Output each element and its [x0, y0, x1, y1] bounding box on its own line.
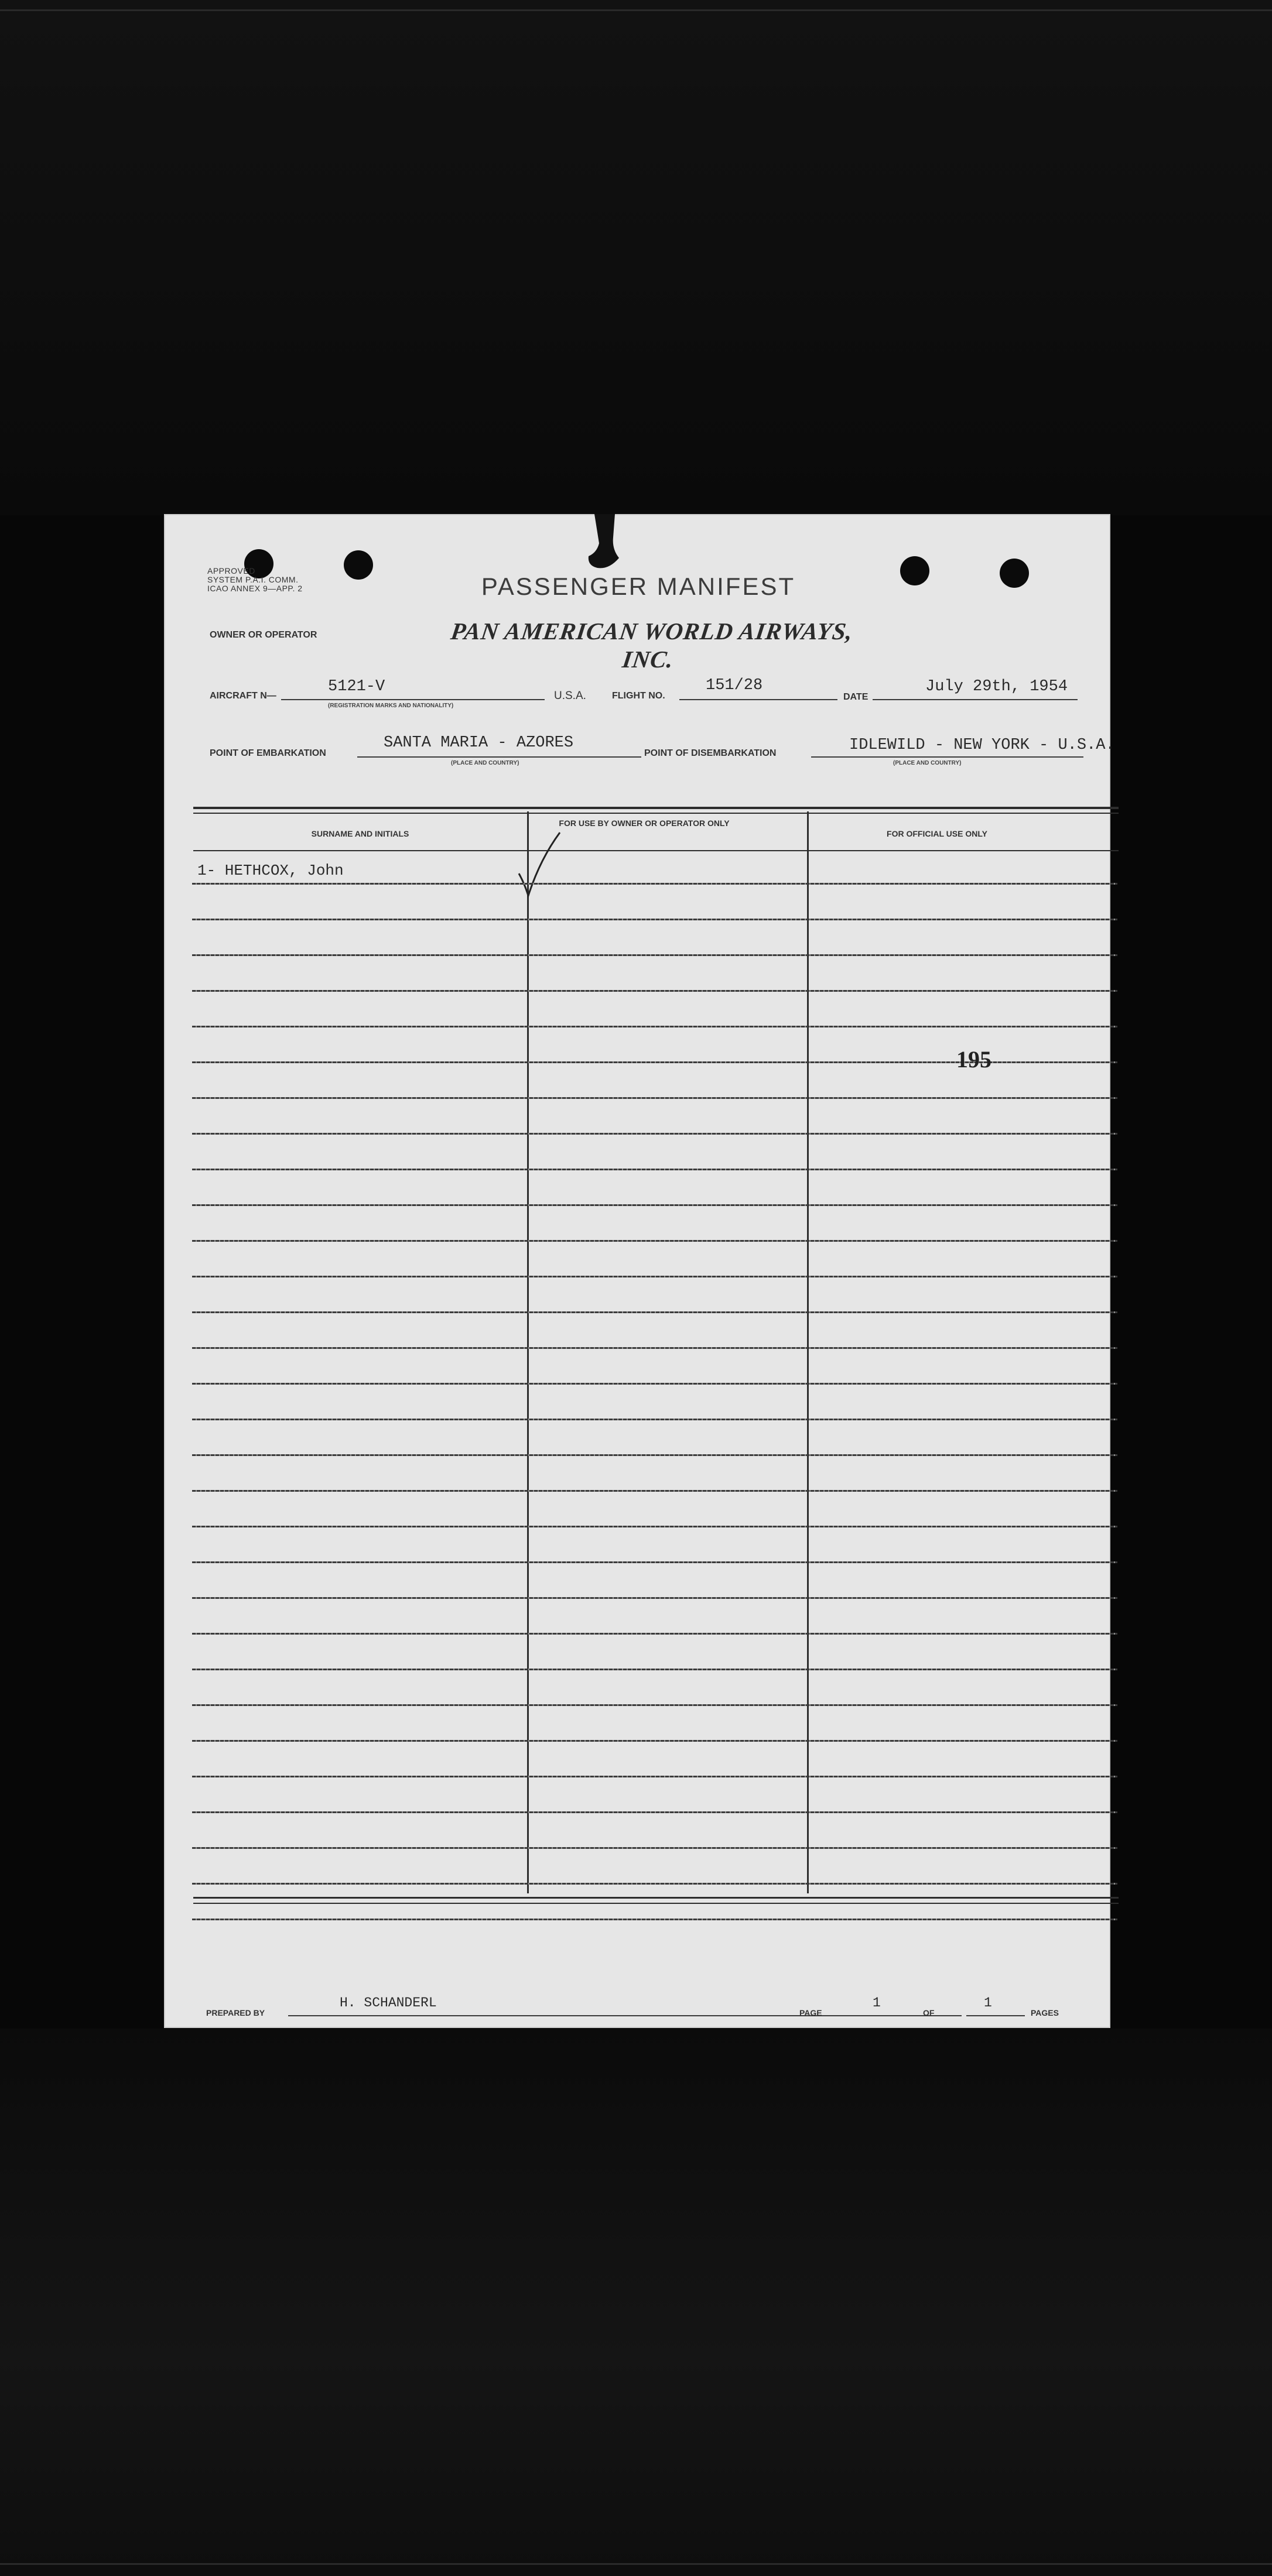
table-row-line [192, 1097, 1117, 1099]
punch-hole-icon [344, 550, 373, 580]
checkmark-icon [515, 830, 562, 900]
table-row-line [192, 1026, 1117, 1027]
punch-hole-icon [1000, 559, 1029, 588]
disembarkation-value: IDLEWILD - NEW YORK - U.S.A. [849, 737, 1115, 754]
table-row-line [192, 1169, 1117, 1170]
of-value: 1 [984, 1995, 992, 2010]
approval-line: SYSTEM P.A.I. COMM. [207, 575, 299, 584]
aircraft-label: AIRCRAFT N— [210, 691, 276, 701]
disembarkation-label: POINT OF DISEMBARKATION [644, 748, 777, 758]
aircraft-underline [281, 699, 545, 700]
table-row-line [192, 1240, 1117, 1242]
table-row-line [192, 1847, 1117, 1849]
table-row-line [192, 1597, 1117, 1599]
column-header-official-use: FOR OFFICIAL USE ONLY [887, 829, 987, 838]
table-row-line [192, 954, 1117, 956]
table-bottom-rule [193, 1897, 1119, 1899]
approval-line: APPROVED [207, 566, 255, 576]
flight-label: FLIGHT NO. [612, 691, 665, 701]
table-row-line [192, 1633, 1117, 1635]
date-value: July 29th, 1954 [925, 678, 1068, 696]
table-row-line [192, 1311, 1117, 1313]
owner-label: OWNER OR OPERATOR [210, 630, 317, 640]
aircraft-value: 5121-V [328, 678, 385, 696]
table-row-line [192, 1383, 1117, 1385]
embarkation-caption: (PLACE AND COUNTRY) [451, 760, 519, 766]
country-label: U.S.A. [554, 690, 586, 702]
embarkation-underline [357, 756, 641, 758]
date-underline [873, 699, 1078, 700]
page-value: 1 [873, 1995, 881, 2010]
prepared-by-value: H. SCHANDERL [340, 1995, 437, 2010]
prepared-underline [288, 2015, 962, 2016]
table-row-line [192, 1561, 1117, 1563]
staple-clip-icon [583, 514, 624, 573]
dark-background-top [0, 0, 1272, 515]
table-row-line [192, 1133, 1117, 1135]
table-bottom-rule [193, 1903, 1119, 1904]
table-row-line [192, 1811, 1117, 1813]
passenger-entry: 1- HETHCOX, John [197, 862, 344, 879]
pages-label: PAGES [1031, 2008, 1059, 2017]
official-stamp-number: 195 [956, 1046, 991, 1073]
manifest-document [164, 514, 1115, 2028]
page-label: PAGE [799, 2008, 822, 2017]
table-top-rule [193, 813, 1119, 814]
column-divider [527, 811, 529, 1893]
date-label: DATE [843, 692, 868, 702]
table-row-line [192, 1740, 1117, 1742]
scan-edge-line [0, 9, 1272, 11]
table-row-line [192, 1919, 1117, 1920]
table-row-line [192, 1490, 1117, 1492]
table-row-line [192, 1883, 1117, 1885]
table-row-line [192, 1276, 1117, 1277]
table-row-line [192, 1526, 1117, 1527]
flight-value: 151/28 [706, 677, 763, 694]
table-row-line [192, 1347, 1117, 1349]
approval-note [207, 567, 303, 593]
flight-underline [679, 699, 837, 700]
document-title: PASSENGER MANIFEST [481, 573, 796, 600]
table-top-rule [193, 807, 1119, 809]
header-bottom-rule [193, 850, 1119, 851]
column-header-surname: SURNAME AND INITIALS [311, 829, 409, 838]
column-header-owner-use: FOR USE BY OWNER OR OPERATOR ONLY [559, 818, 730, 828]
table-row-line [192, 1204, 1117, 1206]
dark-background-bottom [0, 2029, 1272, 2576]
prepared-by-label: PREPARED BY [206, 2008, 265, 2017]
punch-hole-icon [900, 556, 929, 585]
table-row-line [192, 1454, 1117, 1456]
embarkation-value: SANTA MARIA - AZORES [384, 734, 574, 752]
of-label: OF [923, 2008, 935, 2017]
embarkation-label: POINT OF EMBARKATION [210, 748, 326, 758]
of-underline [966, 2015, 1025, 2016]
table-row-line [192, 919, 1117, 920]
approval-line: ICAO ANNEX 9—APP. 2 [207, 584, 303, 593]
table-row-line [192, 1776, 1117, 1777]
table-row-line [192, 990, 1117, 992]
scan-edge-line [0, 2563, 1272, 2565]
table-row-line [192, 1669, 1117, 1670]
table-row-line [192, 1419, 1117, 1420]
operator-name: PAN AMERICAN WORLD AIRWAYS, INC. [449, 618, 855, 673]
disembarkation-caption: (PLACE AND COUNTRY) [893, 760, 962, 766]
registration-caption: (REGISTRATION MARKS AND NATIONALITY) [328, 703, 454, 709]
column-divider [807, 811, 809, 1893]
table-row-line [192, 883, 1117, 885]
disembarkation-underline [811, 756, 1083, 758]
table-row-line [192, 1704, 1117, 1706]
